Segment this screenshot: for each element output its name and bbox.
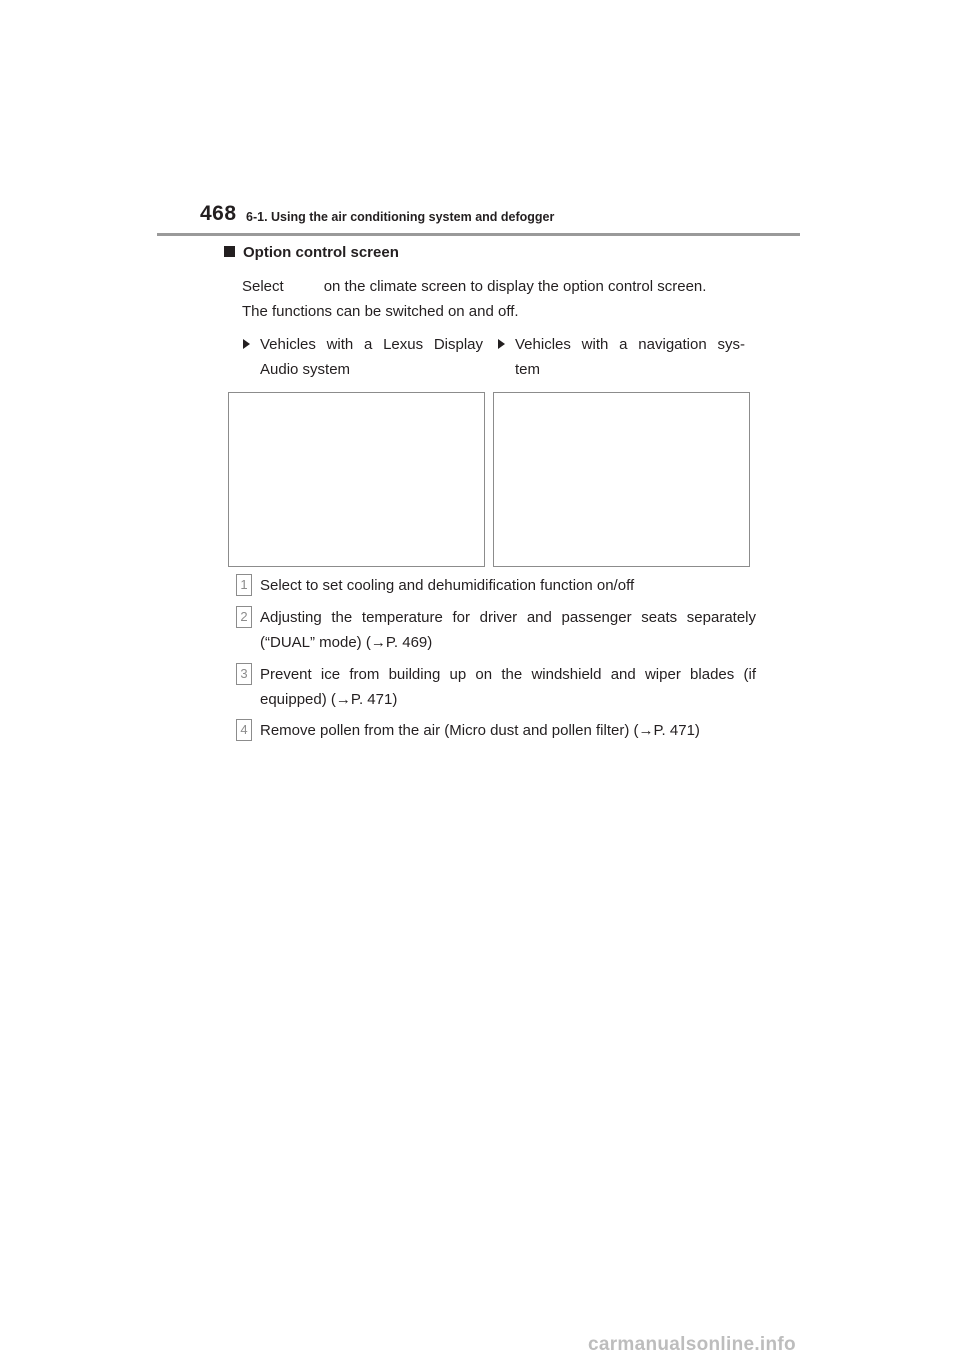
intro-select-word: Select bbox=[242, 278, 284, 295]
callout-number: 1 bbox=[236, 574, 252, 596]
page-number: 468 bbox=[200, 202, 237, 225]
screen-image-display-audio bbox=[228, 392, 485, 567]
list-item bbox=[236, 718, 756, 743]
screen-image-navigation bbox=[493, 392, 750, 567]
watermark: carmanualsonline.info bbox=[588, 1334, 796, 1355]
intro-line2: The functions can be switched on and off. bbox=[242, 303, 519, 320]
variant-caption-text: Vehicles with a navigation sys- tem bbox=[515, 336, 745, 378]
triangle-bullet-icon bbox=[243, 339, 250, 349]
list-item bbox=[236, 662, 756, 712]
list-item-text: Adjusting the temperature for driver and passenger seats separately (“DUAL” mode) (→P. 469) bbox=[260, 609, 756, 651]
list-item-text: Prevent ice from building up on the windshield and wiper blades (if equipped) (→P. 471) bbox=[260, 666, 756, 708]
list-item bbox=[236, 605, 756, 655]
list-item bbox=[236, 573, 756, 598]
list-item-text: Remove pollen from the air (Micro dust and pollen filter) (→P. 471) bbox=[260, 722, 700, 739]
option-control-heading bbox=[224, 244, 399, 261]
subheading-text: Option control screen bbox=[243, 244, 399, 261]
callout-number: 2 bbox=[236, 606, 252, 628]
square-bullet-icon bbox=[224, 246, 235, 257]
header-divider bbox=[157, 233, 800, 236]
callout-number: 3 bbox=[236, 663, 252, 685]
intro-line1-rest: on the climate screen to display the option control screen. bbox=[323, 278, 707, 295]
page-header bbox=[200, 200, 800, 236]
variant-caption-text: Vehicles with a Lexus Display Audio system bbox=[260, 336, 483, 378]
callout-number: 4 bbox=[236, 719, 252, 741]
section-title: 6-1. Using the air conditioning system and defogger bbox=[246, 210, 555, 224]
triangle-bullet-icon bbox=[498, 339, 505, 349]
list-item-text: Select to set cooling and dehumidification function on/off bbox=[260, 577, 635, 594]
intro-paragraph bbox=[242, 274, 752, 324]
